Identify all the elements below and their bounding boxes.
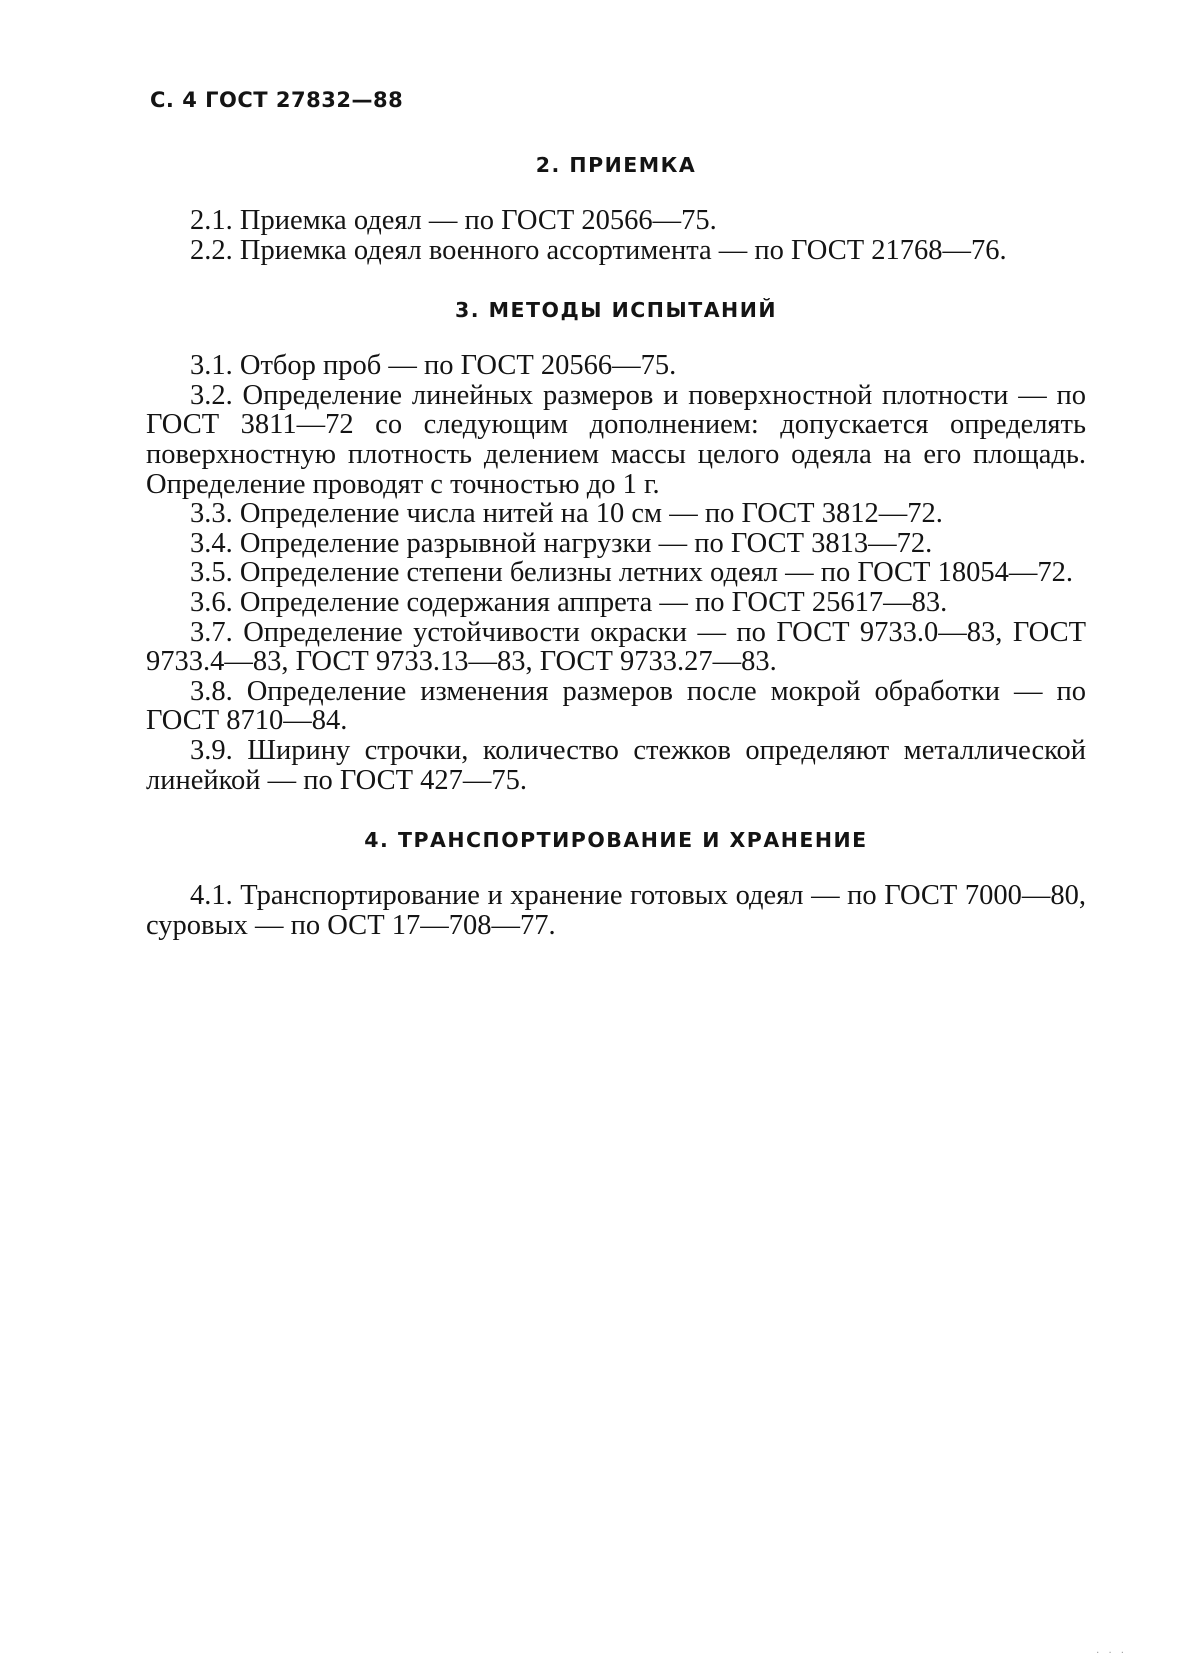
paragraph-2-1: 2.1. Приемка одеял — по ГОСТ 20566—75. [190,205,717,236]
paragraph-3-6: 3.6. Определение содержания аппрета — по ГОСТ 25617—83. [190,586,948,618]
section-transport-storage [146,825,1086,940]
paragraph-3-2: 3.2. Определение линейных размеров и поверхностной плотности — по ГОСТ 3811—72 со следующим дополнением: допускается определять поверхностную плотность делением массы целого одеяла на его площадь. Определение проводят с точностью до 1 г. [146,379,1086,500]
section-title-transport-storage: 4. ТРАНСПОРТИРОВАНИЕ И ХРАНЕНИЕ [364,828,868,853]
paragraph-3-1: 3.1. Отбор проб — по ГОСТ 20566—75. [190,350,677,382]
paragraph-3-7: 3.7. Определение устойчивости окраски — по ГОСТ 9733.0—83, ГОСТ 9733.4—83, ГОСТ 9733.13—83, ГОСТ 9733.27—83. [146,616,1086,678]
paragraph-3-4: 3.4. Определение разрывной нагрузки — по ГОСТ 3813—72. [190,527,933,559]
paragraph-3-8: 3.8. Определение изменения размеров после мокрой обработки — по ГОСТ 8710—84. [146,675,1086,737]
paragraph-2-2: 2.2. Приемка одеял военного ассортимента — по ГОСТ 21768—76. [190,234,1007,266]
section-title-test-methods: 3. МЕТОДЫ ИСПЫТАНИЙ [454,298,778,323]
paragraph-3-3: 3.3. Определение числа нитей на 10 см — по ГОСТ 3812—72. [190,498,943,530]
document-body [146,150,1086,940]
paragraph-3-9: 3.9. Ширину строчки, количество стежков определяют металлической линейкой — по ГОСТ 427—75. [146,734,1086,796]
section-title-acceptance: 2. ПРИЕМКА [535,153,697,177]
section-test-methods [146,295,1086,795]
running-head: С. 4 ГОСТ 27832—88 [150,88,404,112]
section-acceptance [146,150,1086,265]
paragraph-3-5: 3.5. Определение степени белизны летних одеял — по ГОСТ 18054—72. [190,557,1073,589]
scan-specks: · · · [1096,1648,1127,1659]
paragraph-4-1: 4.1. Транспортирование и хранение готовых одеял — по ГОСТ 7000—80, суровых — по ОСТ 17—708—77. [146,880,1086,941]
